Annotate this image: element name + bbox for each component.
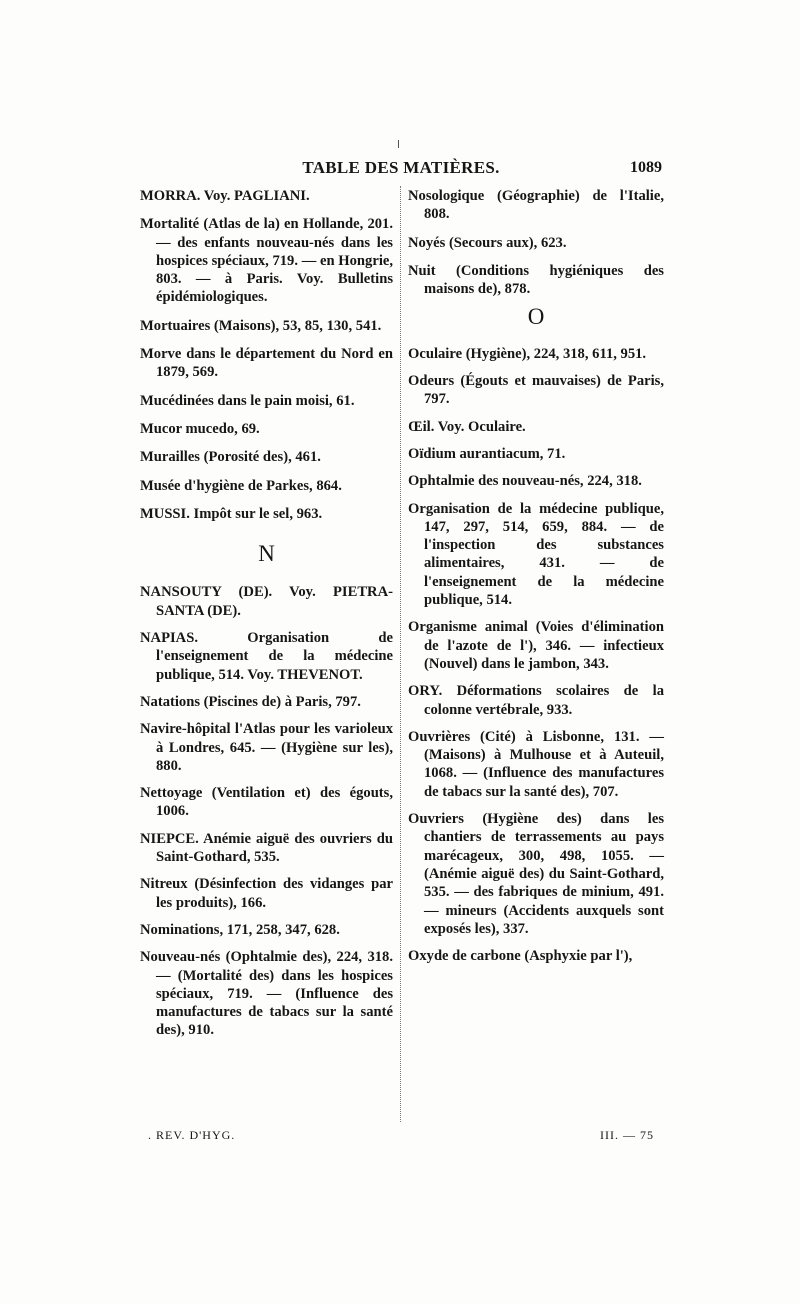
section-letter-n: N [258,541,275,567]
section-letter-o: O [527,304,545,330]
index-entry: Mortalité (Atlas de la) en Hollande, 201. — des enfants nouveau-nés dans les hospices spéciaux, 719. — en Hongrie, 803. — à Paris. Voy. Bulletins épidémiologiques. [140,216,393,306]
index-entry: Nominations, 171, 258, 347, 628. [140,921,340,938]
index-entry: Oculaire (Hygiène), 224, 318, 611, 951. [408,345,647,362]
index-entry: Navire-hôpital l'Atlas pour les varioleux à Londres, 645. — (Hygiène sur les), 880. [140,721,393,774]
index-entry: Ouvriers (Hygiène des) dans les chantiers de terrassements au pays marécageux, 300, 498, 1055. — (Anémie aiguë des) du Saint-Gothard, 535. — des fabriques de minium, 491. — mineurs (Accidents auxquels sont exposés les), 337. [408,811,664,937]
index-entry: Mucédinées dans le pain moisi, 61. [140,392,355,409]
index-entry: NAPIAS. Organisation de l'enseignement de la médecine publique, 514. Voy. THEVENOT. [140,630,393,683]
page-number: 1089 [630,159,662,176]
index-entry: Œil. Voy. Oculaire. [408,418,526,435]
index-entry: NIEPCE. Anémie aiguë des ouvriers du Saint-Gothard, 535. [140,830,393,866]
index-entry: Nettoyage (Ventilation et) des égouts, 1006. [140,785,393,820]
index-entry: Oxyde de carbone (Asphyxie par l'), [408,948,633,965]
index-entry: Organisme animal (Voies d'élimination de l'azote de l'), 346. — infectieux (Nouvel) dans le jambon, 343. [408,619,664,672]
index-entry: MORRA. Voy. PAGLIANI. [140,188,310,204]
index-entry: Oïdium aurantiacum, 71. [408,445,566,462]
index-entry: ORY. Déformations scolaires de la colonne vertébrale, 933. [408,683,664,718]
index-entry: Ouvrières (Cité) à Lisbonne, 131. — (Maisons) à Mulhouse et à Auteuil, 1068. — (Influence des manufactures de tabacs sur la santé des), 707. [408,728,664,800]
index-entry: Ophtalmie des nouveau-nés, 224, 318. [408,473,642,490]
index-entry: Natations (Piscines de) à Paris, 797. [140,693,361,710]
footer-journal: . REV. D'HYG. [148,1128,236,1142]
index-entry: Nuit (Conditions hygiéniques des maisons de), 878. [408,262,664,298]
column-divider [400,186,401,1122]
index-entry: Mortuaires (Maisons), 53, 85, 130, 541. [140,317,382,334]
index-entry: Noyés (Secours aux), 623. [408,234,567,251]
index-entry: Murailles (Porosité des), 461. [140,449,321,466]
top-tick-mark [398,140,399,148]
page-header [140,158,662,182]
index-entry: Organisation de la médecine publique, 147, 297, 514, 659, 884. — de l'inspection des substances alimentaires, 431. — de l'enseignement de la médecine publique, 514. [408,500,664,609]
index-entry: Odeurs (Égouts et mauvaises) de Paris, 797. [408,373,664,408]
index-entry: Musée d'hygiène de Parkes, 864. [140,477,342,494]
right-column [408,187,664,974]
index-entry: Morve dans le département du Nord en 1879, 569. [140,346,393,381]
page-title: TABLE DES MATIÈRES. [302,158,500,177]
left-column [140,187,393,1049]
index-entry: NANSOUTY (DE). Voy. PIETRA-SANTA (DE). [140,584,393,619]
footer-signature: III. — 75 [600,1128,654,1142]
index-entry: Nitreux (Désinfection des vidanges par les produits), 166. [140,876,393,911]
index-entry: Nosologique (Géographie) de l'Italie, 808. [408,188,664,223]
index-entry: Mucor mucedo, 69. [140,420,260,437]
index-entry: Nouveau-nés (Ophtalmie des), 224, 318. — (Mortalité des) dans les hospices spéciaux, 719. — (Influence des manufactures de tabacs sur la santé des), 910. [140,949,393,1039]
index-entry: MUSSI. Impôt sur le sel, 963. [140,505,323,522]
